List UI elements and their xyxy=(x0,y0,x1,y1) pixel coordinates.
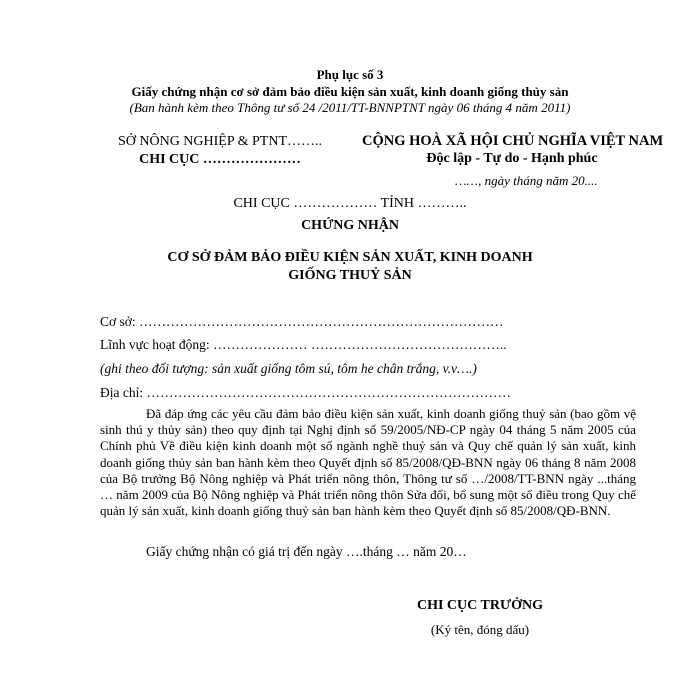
appendix-subtitle: Giấy chứng nhận cơ sở đảm bảo điều kiện sản xuất, kinh doanh giống thủy sản xyxy=(131,84,569,99)
country-name: CỘNG HOÀ XÃ HỘI CHỦ NGHĨA VIỆT NAM xyxy=(362,133,664,149)
signature-note: (Ký tên, đóng dấu) xyxy=(430,622,530,637)
certificate-main-title-line1: CƠ SỞ ĐẢM BẢO ĐIỀU KIỆN SẢN XUẤT, KINH DOANH xyxy=(167,250,533,265)
certification-paragraph: Đã đáp ứng các yêu cầu đảm bảo điều kiện sản xuất, kinh doanh giống thuỷ sản (bao gồm vệ sinh thú y thủy sản) theo quy định tại Nghị định số 59/2005/NĐ-CP ngày 04 tháng 5 năm 2005 của Chính phủ Về điều kiện kinh doanh một số ngành nghề thuỷ sản và Quy chế quản lý sản xuất, kinh doanh giống thủy sản ban hành kèm theo Quyết định số 85/2008/QĐ-BNN ngày 06 tháng 8 năm 2008 của Bộ trưởng Bộ Nông nghiệp và Phát triển nông thôn, Thông tư số …/2008/TT-BNN ngày ...tháng … năm 2009 của Bộ Nông nghiệp và Phát triển nông thôn Sửa đổi, bổ sung một số điều trong Quy chế quản lý sản xuất, kinh doanh giống thuỷ sản ban hành kèm theo Quyết định số 85/2008/QĐ-BNN. xyxy=(100,406,636,519)
agency-province-line: CHI CỤC ……………… TỈNH ……….. xyxy=(233,196,467,211)
issue-date-line: ……, ngày tháng năm 20.... xyxy=(455,173,598,188)
appendix-title: Phụ lục số 3 xyxy=(316,67,384,82)
national-motto: Độc lập - Tự do - Hạnh phúc xyxy=(426,151,598,166)
department-name: SỞ NÔNG NGHIỆP & PTNT…….. xyxy=(117,134,323,149)
certificate-title: CHỨNG NHẬN xyxy=(301,218,399,233)
address-field: Địa chỉ: ……………………………………………………………………… xyxy=(100,385,511,400)
activity-note: (ghi theo đối tượng: sản xuất giống tôm sú, tôm he chân trắng, v.v….) xyxy=(100,361,477,376)
validity-line: Giấy chứng nhận có giá trị đến ngày ….tháng … năm 20… xyxy=(146,544,467,559)
appendix-note: (Ban hành kèm theo Thông tư số 24 /2011/TT-BNNPTNT ngày 06 tháng 4 năm 2011) xyxy=(129,100,571,115)
facility-field: Cơ sở: ……………………………………………………………………… xyxy=(100,314,504,329)
activity-field: Lĩnh vực hoạt động: ………………… …………………………………….. xyxy=(100,337,507,352)
signer-title: CHI CỤC TRƯỞNG xyxy=(416,598,543,613)
issuing-agency-header xyxy=(95,133,345,169)
sub-department-name: CHI CỤC ………………… xyxy=(139,152,301,167)
national-motto-header xyxy=(362,132,662,168)
certificate-main-title-line2: GIỐNG THUỶ SẢN xyxy=(288,268,412,283)
